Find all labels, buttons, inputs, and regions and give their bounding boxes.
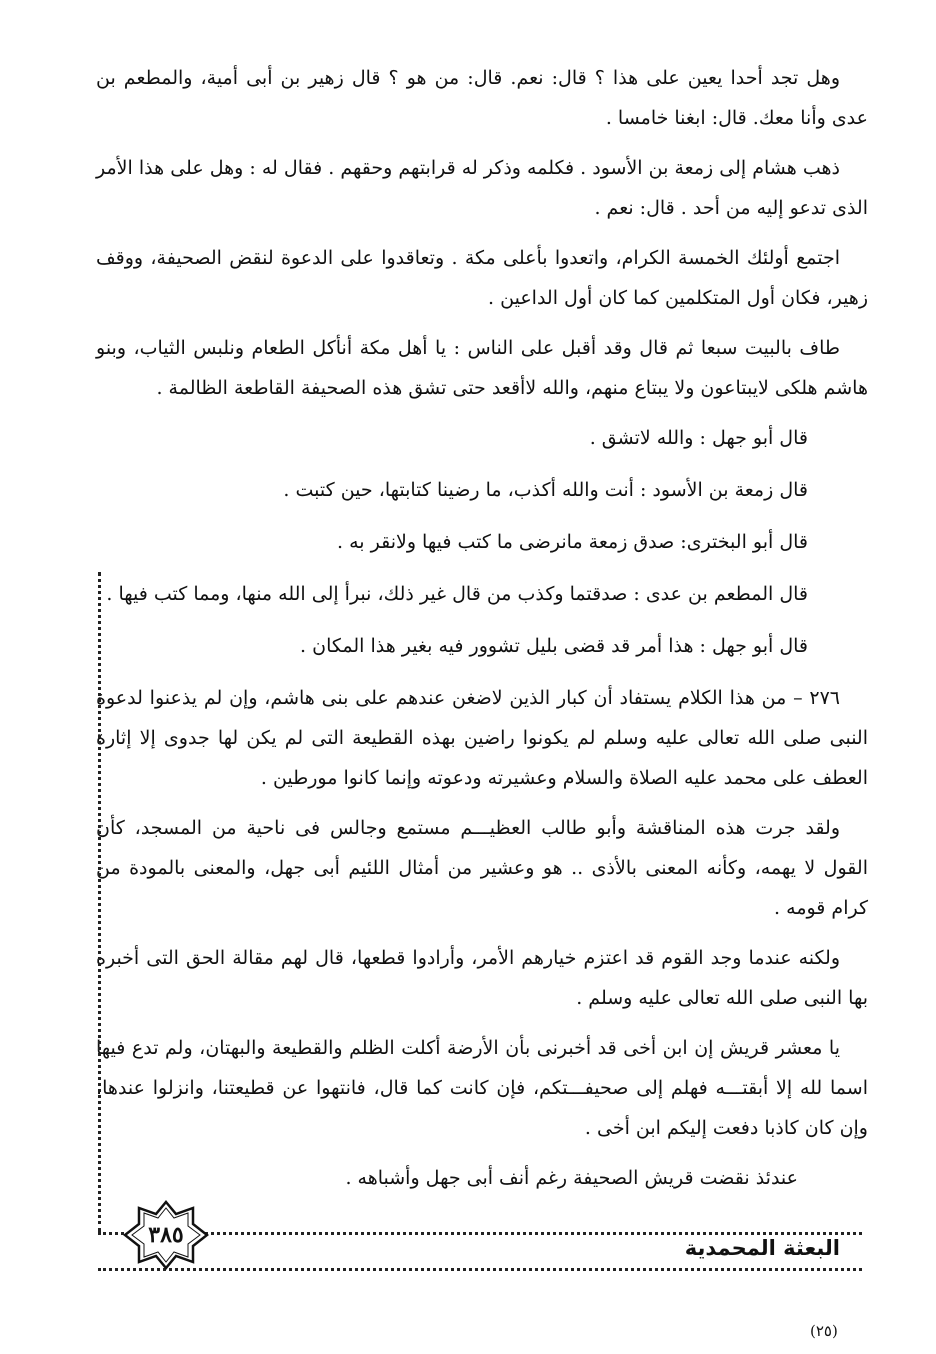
footer-rule (98, 1268, 862, 1271)
page-number-badge (123, 1200, 209, 1270)
paragraph: يا معشر قريش إن ابن أخى قد أخبرنى بأن الأرضة أكلت الظلم والقطيعة والبهتان، ولم تدع فيها اسما لله إلا أبقتـــه فهلم إلى صحيفـــتكم، فإن كانت كما قال، فانتهوا عن قطيعتنا، وانزلوا عندها، وإن كان كاذبا دفعت إليكم ابن أخى . (96, 1037, 868, 1139)
paragraph: اجتمع أولئك الخمسة الكرام، واتعدوا بأعلى مكة . وتعاقدوا على الدعوة لنقض الصحيفة، ووقف زهير، فكان أول المتكلمين كما كان أول الداعين . (96, 247, 868, 309)
paragraph: ولكنه عندما وجد القوم قد اعتزم خيارهم الأمر، وأرادوا قطعها، قال لهم مقالة الحق التى أخبره بها النبى صلى الله تعالى عليه وسلم . (96, 947, 868, 1009)
dialogue-line: قال أبو جهل : هذا أمر قد قضى بليل تشوور فيه بغير هذا المكان . (300, 635, 808, 657)
page-number: ٣٨٥ (148, 1222, 184, 1248)
running-title: البعثة المحمدية (684, 1236, 840, 1260)
folio-number: (٢٥) (810, 1322, 838, 1340)
dialogue-line: قال أبو البخترى: صدق زمعة مانرضى ما كتب فيها ولانقر به . (337, 531, 808, 553)
dialogue-line: قال أبو جهل : والله لاتشق . (589, 427, 808, 449)
dialogue-line: قال المطعم بن عدى : صدقتما وكذب من قال غير ذلك، نبرأ إلى الله منها، ومما كتب فيها . (106, 583, 808, 605)
body-text (96, 58, 868, 1208)
paragraph: ولقد جرت هذه المناقشة وأبو طالب العظيـــم مستمع وجالس فى ناحية من المسجد، كأن القول لا يهمه، وكأنه المعنى بالأذى .. هو وعشير من أمثال اللئيم أبى جهل، والمعنى بالمودة من كرام قومه . (96, 817, 868, 919)
paragraph: وهل تجد أحدا يعين على هذا ؟ قال: نعم. قال: من هو ؟ قال زهير بن أبى أمية، والمطعم بن عدى وأنا معك. قال: ابغنا خامسا . (96, 67, 868, 129)
numbered-paragraph-276: ٢٧٦ – من هذا الكلام يستفاد أن كبار الذين لاضغن عندهم على بنى هاشم، وإن لم يذعنوا لدعوة النبى صلى الله تعالى عليه وسلم لم يكونوا راضين بهذه القطيعة التى لم يكن لها جدوى إلا إثارة العطف على محمد عليه الصلاة والسلام وعشيرته ودعوته وإنما كانوا مورطين . (96, 687, 868, 789)
decorative-frame-bottom (98, 1232, 862, 1235)
closing-line: عندئذ نقضت قريش الصحيفة رغم أنف أبى جهل وأشباهه . (345, 1167, 798, 1189)
paragraph: ذهب هشام إلى زمعة بن الأسود . فكلمه وذكر له قرابتهم وحقهم . فقال له : وهل على هذا الأمر الذى تدعو إليه من أحد . قال: نعم . (96, 157, 868, 219)
decorative-frame-left (98, 572, 101, 1232)
paragraph: طاف بالبيت سبعا ثم قال وقد أقبل على الناس : يا أهل مكة أنأكل الطعام ونلبس الثياب، وبنو هاشم هلكى لايبتاعون ولا يبتاع منهم، والله لاأقعد حتى تشق هذه الصحيفة القاطعة الظالمة . (96, 337, 868, 399)
dialogue-line: قال زمعة بن الأسود : أنت والله أكذب، ما رضينا كتابتها، حين كتبت . (283, 479, 808, 501)
